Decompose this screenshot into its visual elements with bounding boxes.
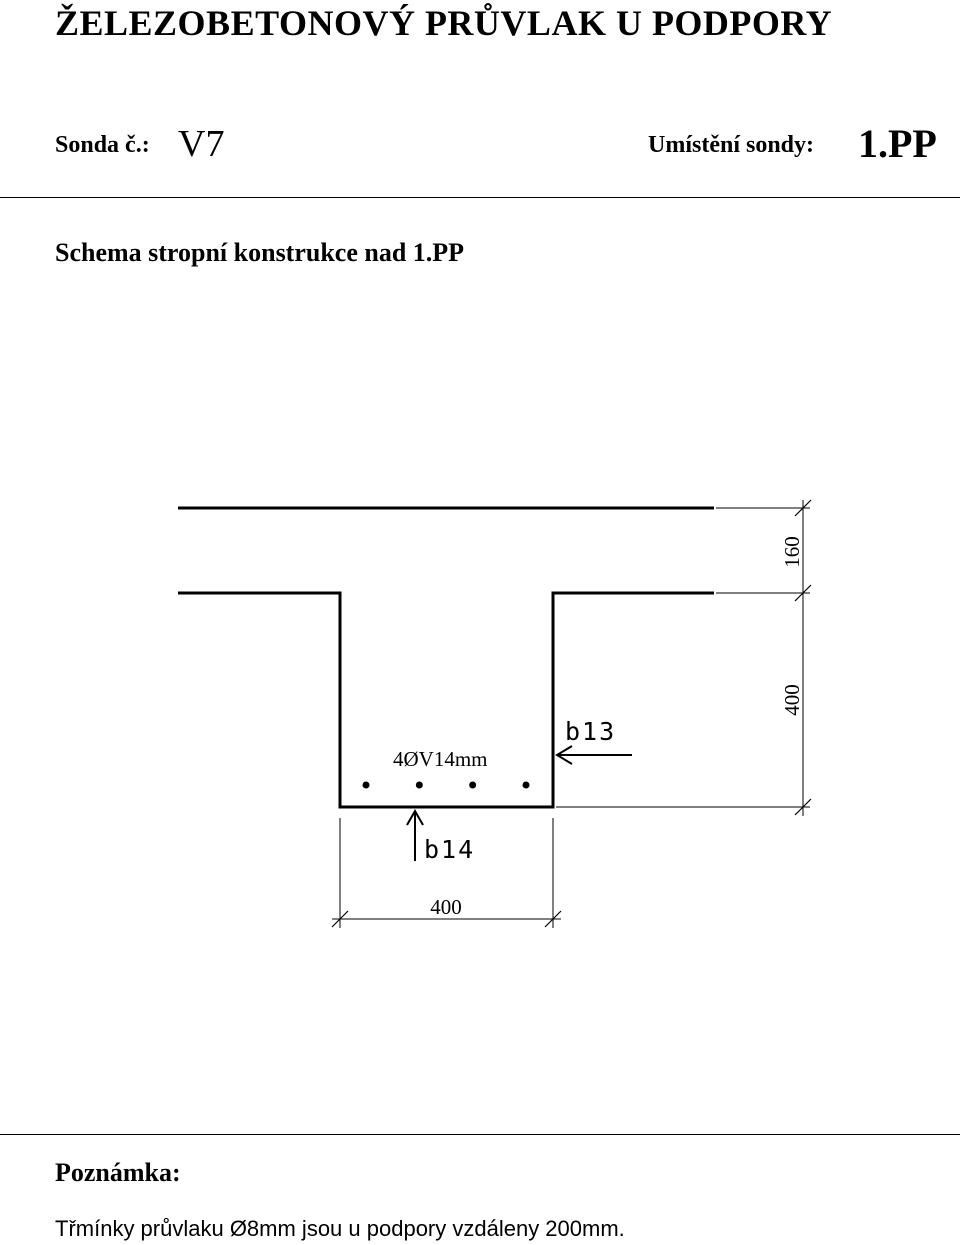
probe-b14-arrow bbox=[407, 811, 423, 861]
probe-b13-arrow bbox=[557, 746, 632, 764]
probe-b13-label: b13 bbox=[565, 717, 617, 746]
dim-beam-width: 400 bbox=[430, 895, 462, 919]
rebar-dot bbox=[523, 782, 530, 789]
rebar-label: 4ØV14mm bbox=[393, 747, 488, 771]
dim-slab-thickness: 160 bbox=[780, 536, 804, 568]
probe-location-value: 1.PP bbox=[858, 121, 937, 166]
rebar-group bbox=[363, 782, 530, 789]
note-heading: Poznámka: bbox=[55, 1158, 181, 1187]
probe-number-value: V7 bbox=[178, 123, 225, 165]
schema-title: Schema stropní konstrukce nad 1.PP bbox=[55, 238, 465, 267]
beam-outline bbox=[178, 593, 714, 807]
probe-b14-label: b14 bbox=[424, 835, 476, 864]
dim-beam-depth: 400 bbox=[780, 684, 804, 716]
rebar-dot bbox=[469, 782, 476, 789]
probe-location-label: Umístění sondy: bbox=[648, 132, 815, 158]
rebar-dot bbox=[363, 782, 370, 789]
note-text: Třmínky průvlaku Ø8mm jsou u podpory vzdáleny 200mm. bbox=[55, 1216, 625, 1241]
note-divider bbox=[0, 1134, 960, 1135]
document-title: ŽELEZOBETONOVÝ PRŮVLAK U PODPORY bbox=[55, 3, 833, 43]
vertical-dimension bbox=[556, 500, 811, 816]
probe-number-label: Sonda č.: bbox=[55, 132, 150, 158]
rebar-dot bbox=[416, 782, 423, 789]
